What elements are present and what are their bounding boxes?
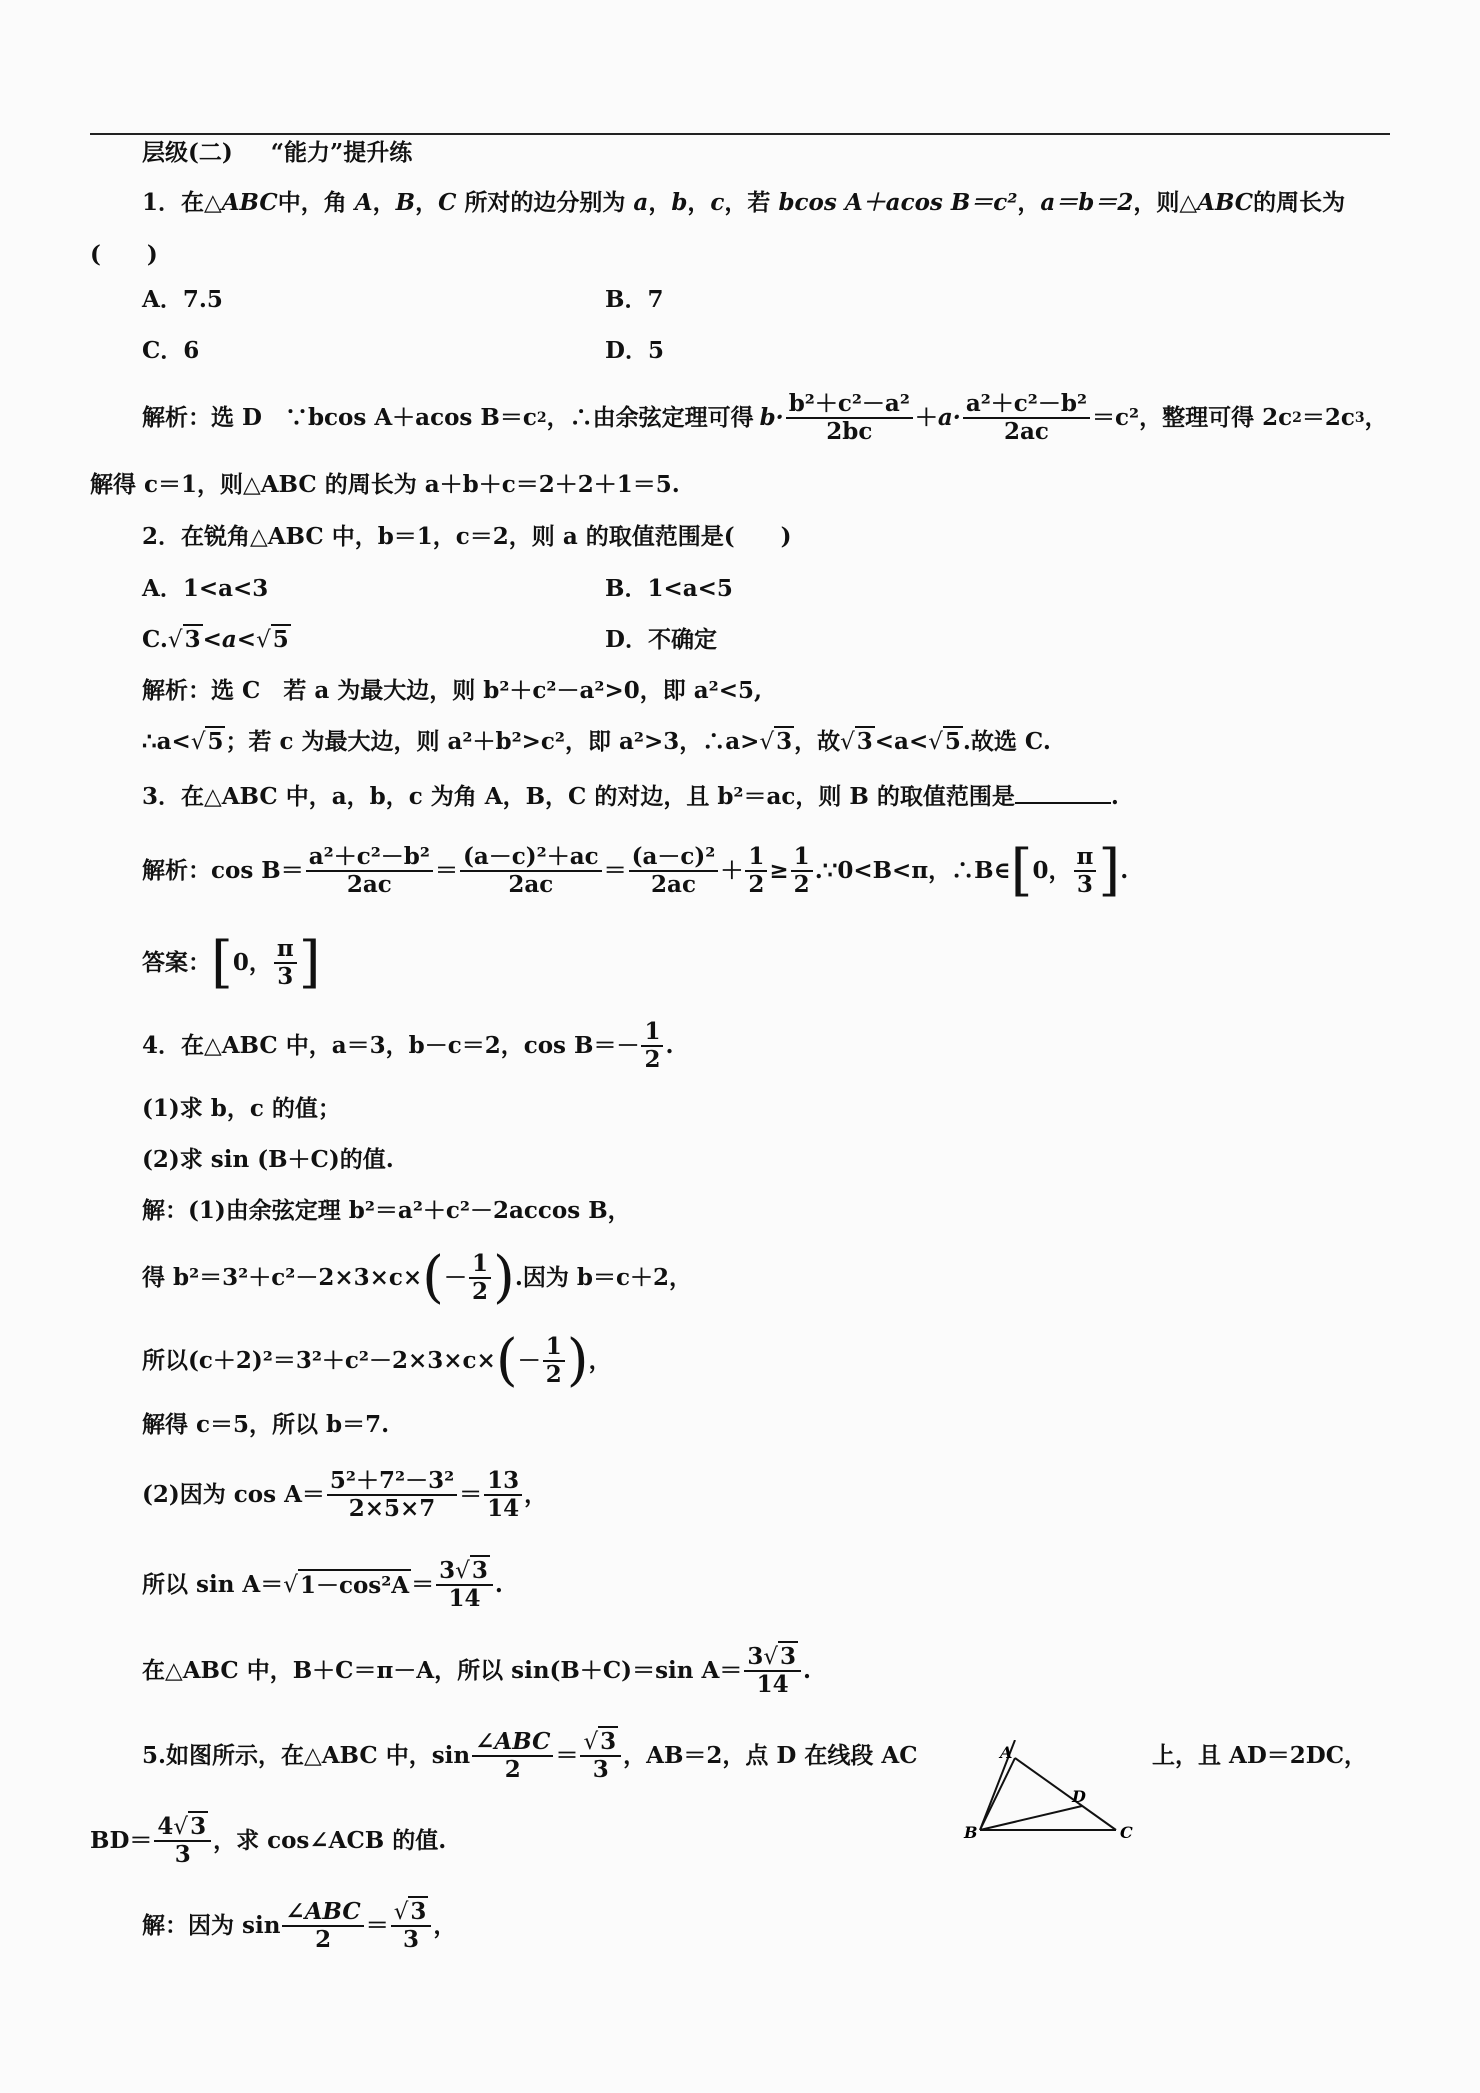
q4-solution-7: 在△ABC 中，B＋C＝π－A，所以 sin(B＋C)＝sin A＝ 3√3 14 . xyxy=(142,1643,812,1698)
q2-option-a: A．1<a<3 xyxy=(142,575,269,602)
q1-option-b: B．7 xyxy=(605,286,664,313)
q4-solution-2: 得 b²＝3²＋c²－2×3×c× ( － 1 2 ) .因为 b＝c＋2， xyxy=(142,1245,692,1310)
level-label: 层级(二) xyxy=(142,139,233,166)
q4-solution-5: (2)因为 cos A＝ 5²＋7²－3² 2×5×7 ＝ 13 14 ， xyxy=(142,1467,548,1522)
q2-solution-1: 解析：选 C 若 a 为最大边，则 b²＋c²－a²>0，即 a²<5, xyxy=(142,677,762,704)
q3-stem: 3．在△ABC 中，a，b，c 为角 A，B，C 的对边，且 b²＝ac，则 B 的取值范围是 . xyxy=(142,778,1119,812)
q1-stem: 1．在△ABC中，角 A，B，C 所对的边分别为 a，b，c，若 bcos A＋acos B＝c²，a＝b＝2，则△ABC的周长为 xyxy=(142,189,1346,216)
q2-option-d: D．不确定 xyxy=(605,626,717,653)
q5-solution: 解：因为 sin ∠ABC 2 ＝ √3 3 ， xyxy=(142,1898,457,1953)
q4-solution-6: 所以 sin A＝ √ 1－cos²A ＝ 3√3 14 . xyxy=(142,1557,503,1612)
answer-blank xyxy=(1015,778,1111,804)
q3-answer: 答案： [ 0， π 3 ] xyxy=(142,930,321,995)
q3-solution: 解析：cos B＝ a²＋c²－b² 2ac ＝ (a－c)²＋ac 2ac ＝ (a－c)² 2ac ＋ $\frac{1}{2}$ ≥ $\frac{1}{2}$ .∵0<B<π，∴B∈ [ 0， π 3 ] . xyxy=(142,838,1129,903)
q5-line2: BD＝ 4√3 3 ，求 cos∠ACB 的值. xyxy=(90,1813,447,1868)
q1-paren: ( ) xyxy=(90,241,158,268)
label-c: C xyxy=(1120,1823,1133,1842)
q4-solution-3: 所以(c＋2)²＝3²＋c²－2×3×c× ( － 1 2 ) ， xyxy=(142,1328,612,1393)
q2-option-c: C.√3<a<√5 xyxy=(142,626,289,653)
q2-solution-2: ∴a<√5；若 c 为最大边，则 a²＋b²>c²，即 a²>3，∴a>√3，故√3<a<√5.故选 C. xyxy=(142,728,1051,755)
header-rule xyxy=(90,133,1390,135)
q1-option-c: C．6 xyxy=(142,337,200,364)
segment-bd xyxy=(980,1806,1082,1830)
fraction: a²＋c²－b² 2ac xyxy=(963,391,1090,445)
label-a: A xyxy=(1000,1743,1013,1762)
q1-solution-2: 解得 c＝1，则△ABC 的周长为 a＋b＋c＝2＋2＋1＝5. xyxy=(90,471,680,498)
q1-option-d: D．5 xyxy=(605,337,664,364)
section-title: “能力”提升练 xyxy=(270,139,413,166)
side-ab xyxy=(980,1758,1015,1830)
q5-stem: 5.如图所示，在△ABC 中，sin ∠ABC 2 ＝ √3 3 ，AB＝2，点 D 在线段 AC xyxy=(142,1728,918,1783)
q4-solution-1: 解：(1)由余弦定理 b²＝a²＋c²－2accos B， xyxy=(142,1197,631,1224)
q2-stem: 2．在锐角△ABC 中，b＝1，c＝2，则 a 的取值范围是( ) xyxy=(142,523,792,550)
q1-option-a: A．7.5 xyxy=(142,286,223,313)
section-header xyxy=(142,138,412,168)
triangle-figure xyxy=(960,1740,1140,1850)
q4-solution-4: 解得 c＝5，所以 b＝7. xyxy=(142,1411,390,1438)
q4-part1: (1)求 b，c 的值； xyxy=(142,1095,341,1122)
label-d: D xyxy=(1072,1787,1086,1806)
q5-stem-cont: 上，且 AD＝2DC， xyxy=(1152,1742,1368,1769)
q2-option-b: B．1<a<5 xyxy=(605,575,733,602)
q4-stem: 4．在△ABC 中，a＝3，b－c＝2，cos B＝－ 1 2 . xyxy=(142,1018,674,1073)
q1-solution: 解析：选 D ∵bcos A＋acos B＝c 2 ，∴由余弦定理可得 b· b²＋c²－a² 2bc ＋ a· a²＋c²－b² 2ac ＝c² ，整理可得 2c 2 ＝2c 3 ， xyxy=(142,390,1388,445)
label-b: B xyxy=(964,1823,978,1842)
fraction: b²＋c²－a² 2bc xyxy=(786,391,913,445)
q4-part2: (2)求 sin (B＋C)的值. xyxy=(142,1146,394,1173)
